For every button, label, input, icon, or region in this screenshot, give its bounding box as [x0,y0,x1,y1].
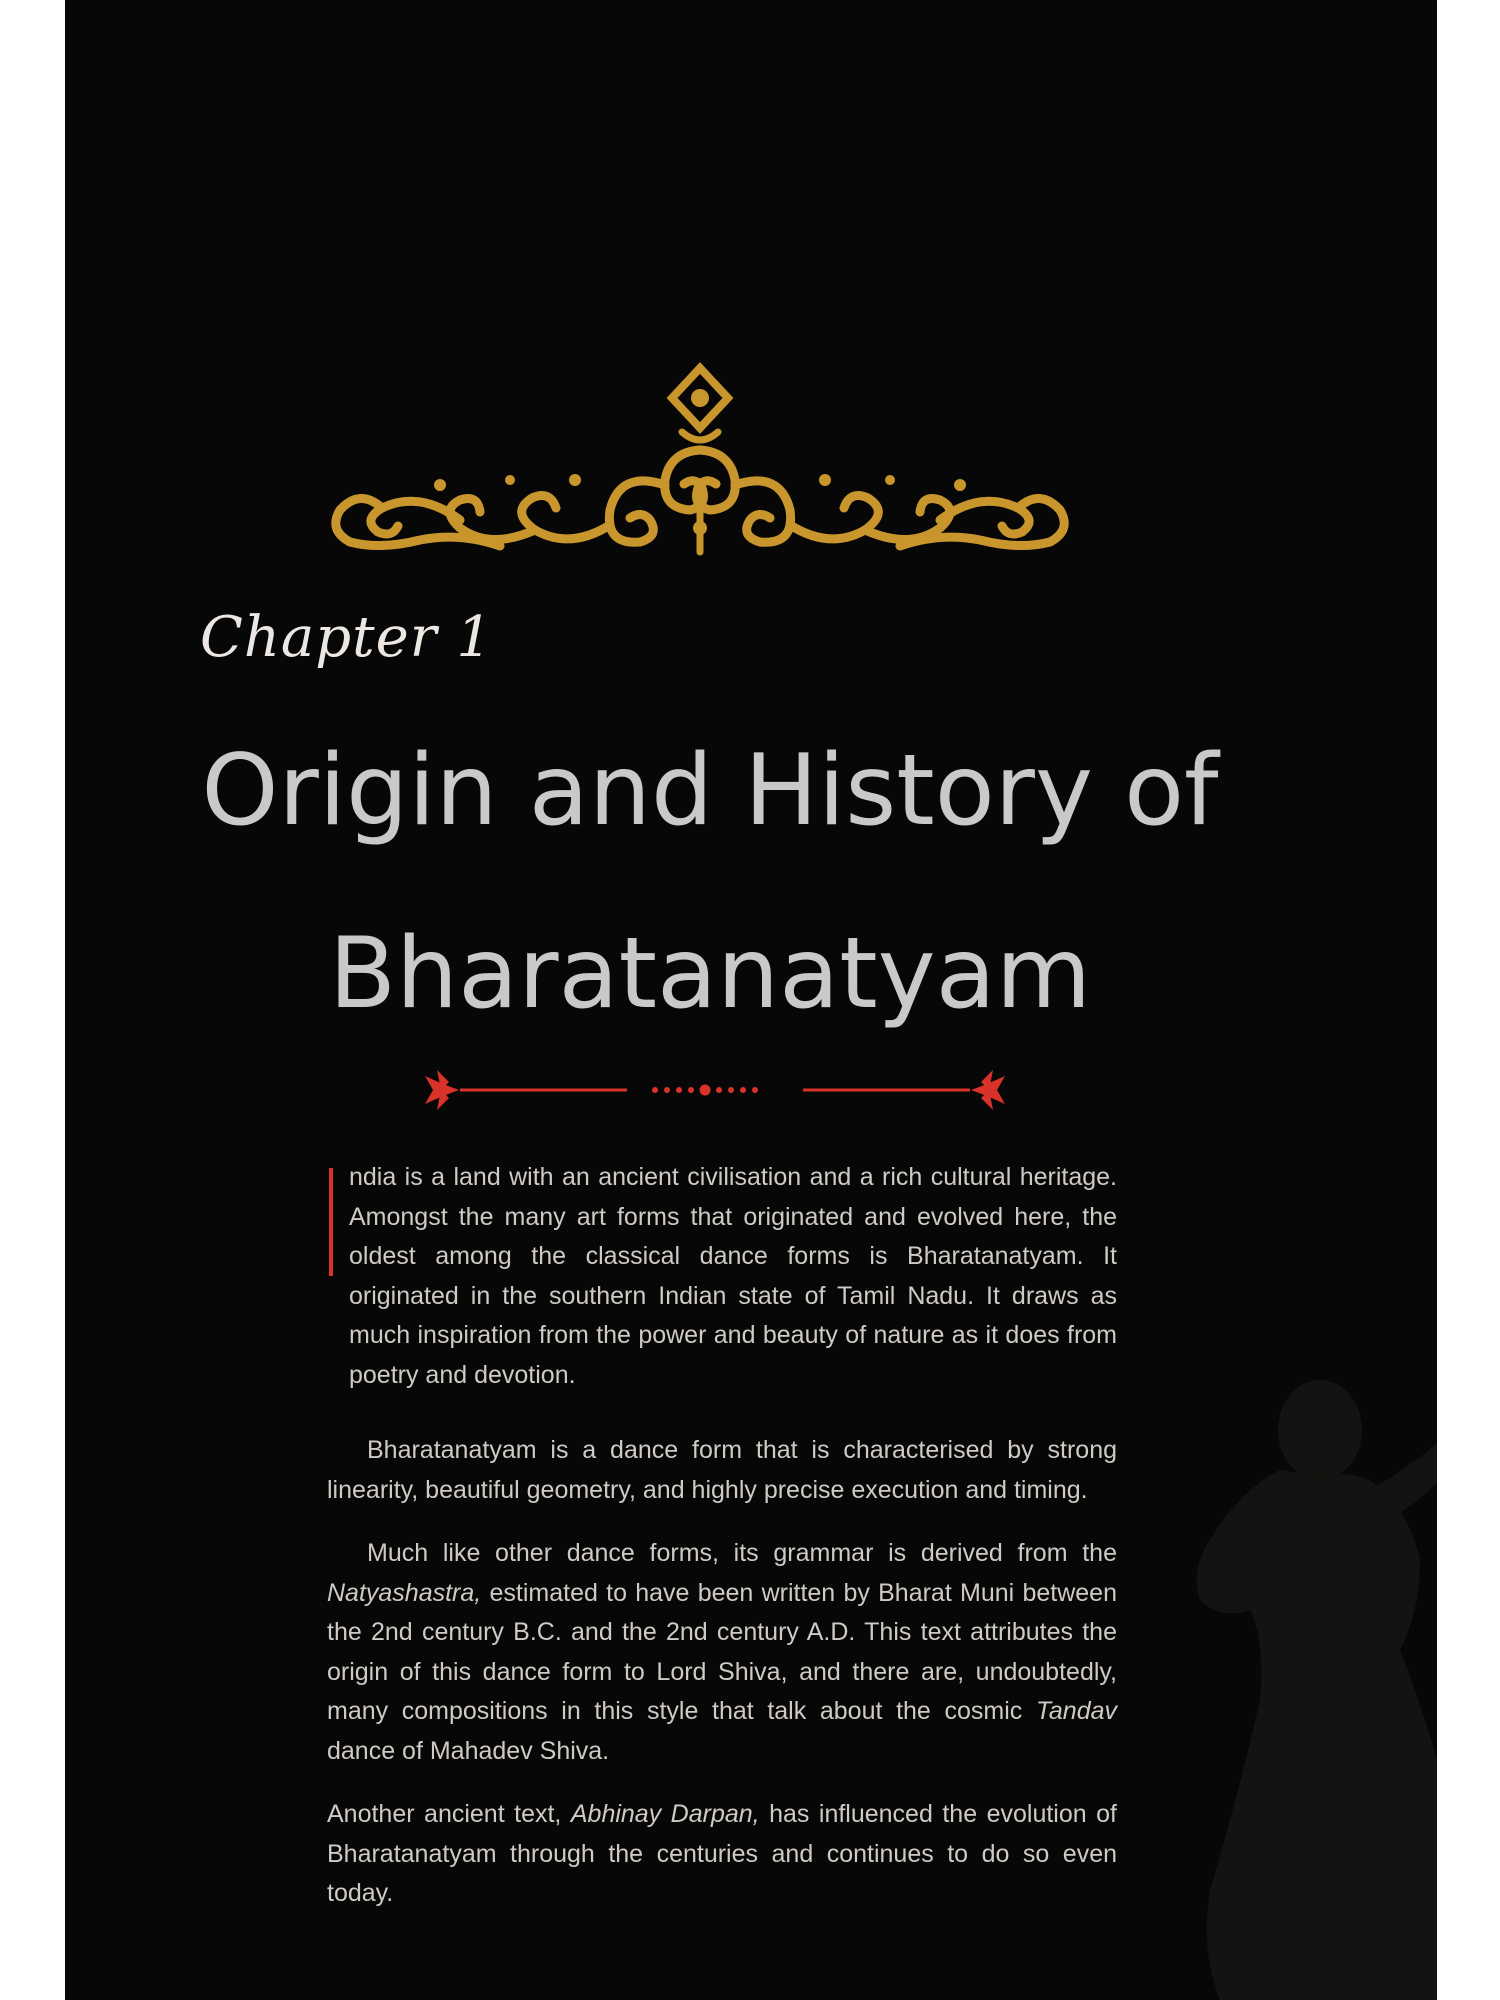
paragraph-3-text-a: Much like other dance forms, its grammar is derived from the [367,1539,1117,1567]
paragraph-4-text-c: has influenced the evolution of Bharatanatyam through the centuries and continues to do so even today. [327,1800,1117,1907]
paragraph-3 [327,1534,1117,1771]
paragraph-3-emphasis-natyashastra: Natyashastra, [327,1578,482,1607]
paragraph-1 [327,1158,1117,1395]
paragraph-4-text-a: Another ancient text, [327,1800,571,1828]
paragraph-2: Bharatanatyam is a dance form that is characterised by strong linearity, beautiful geometry, and highly precise execution and timing. [327,1436,1117,1504]
chapter-label: Chapter 1 [200,605,493,670]
book-page [65,0,1437,2000]
dancer-silhouette-icon [1170,1370,1437,2000]
chapter-body [327,1158,1117,1914]
paragraph-3-text-c: estimated to have been written by Bharat Muni between the 2nd century B.C. and the 2nd century A.D. This text attributes the origin of this dance form to Lord Shiva, and there are, undoubtedly, many compositions in this style that talk about the cosmic [327,1578,1117,1725]
chapter-title-line-1: Origin and History of [201,734,1219,848]
paragraph-4 [327,1795,1117,1914]
chapter-title-line-2: Bharatanatyam [328,917,1092,1031]
gold-filigree-ornament-icon [320,360,1080,570]
paragraph-3-text-e: dance of Mahadev Shiva. [327,1736,610,1765]
drop-cap-bar [329,1168,333,1276]
paragraph-1-text: ndia is a land with an ancient civilisation and a rich cultural heritage. Amongst the many art forms that originated and evolved here, the oldest among the classical dance forms is Bharatanatyam. It originated in the southern Indian state of Tamil Nadu. It draws as much inspiration from the power and beauty of nature as it does from poetry and devotion. [349,1163,1117,1389]
paragraph-4-emphasis-abhinay-darpan: Abhinay Darpan, [570,1800,760,1828]
lotus-arrow-divider-icon [415,1060,1015,1120]
paragraph-3-emphasis-tandav: Tandav [1035,1697,1117,1725]
